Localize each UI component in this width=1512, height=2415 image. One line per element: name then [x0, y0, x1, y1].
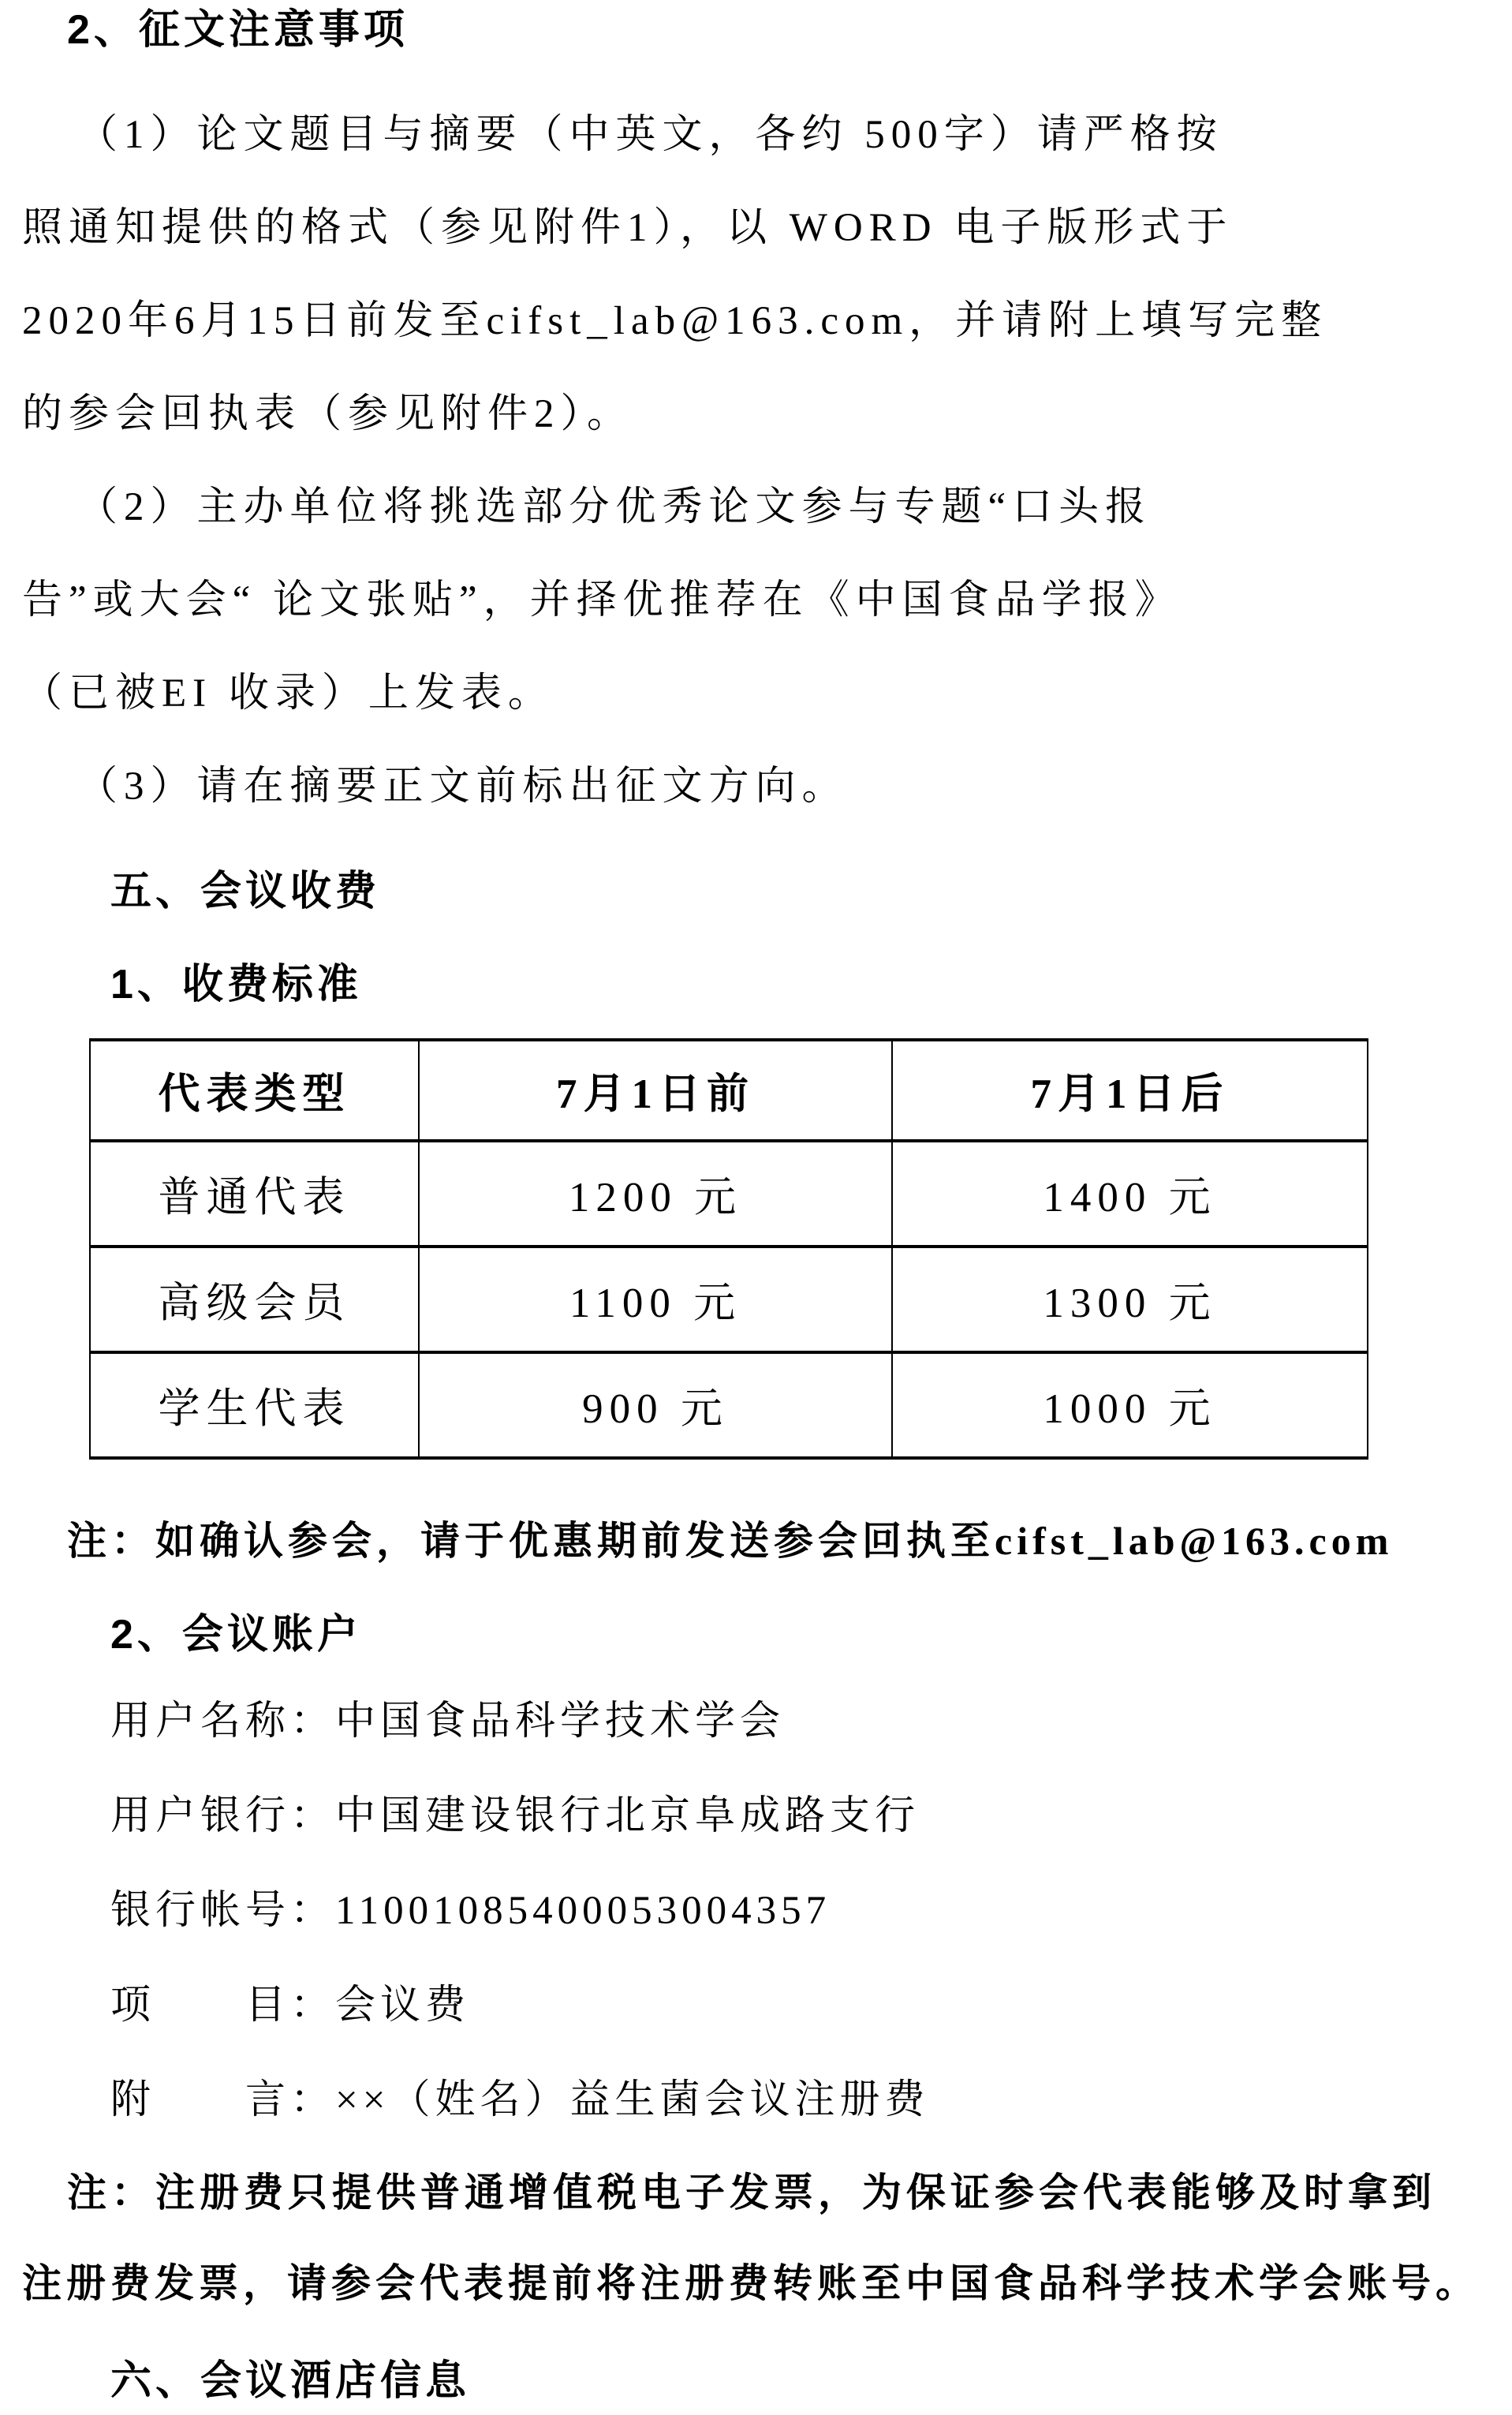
account-note-line: 注册费发票，请参会代表提前将注册费转账至中国食品科学技术学会账号。	[22, 2261, 1480, 2305]
fee-note: 注：如确认参会，请于优惠期前发送参会回执至cifst_lab@163.com	[67, 1519, 1394, 1563]
paragraph-line: 的参会回执表（参见附件2）。	[22, 392, 634, 436]
heading-conference-fees: 五、会议收费	[110, 869, 381, 914]
heading-fee-standard: 1、收费标准	[110, 962, 362, 1007]
fee-table-header-delegate-type: 代表类型	[90, 1040, 419, 1141]
fee-table-row-ordinary	[90, 1141, 1368, 1247]
table-cell: 普通代表	[90, 1141, 419, 1247]
table-cell: 1300 元	[892, 1247, 1368, 1352]
table-cell: 高级会员	[90, 1247, 419, 1352]
paragraph-line: 2020年6月15日前发至cifst_lab@163.com，并请附上填写完整	[22, 299, 1328, 343]
fee-table-header-row	[90, 1040, 1368, 1141]
fee-table-header-after-july1: 7月1日后	[892, 1040, 1368, 1141]
heading-hotel-info: 六、会议酒店信息	[110, 2358, 471, 2404]
account-info-block	[0, 1674, 1512, 2148]
table-cell: 900 元	[419, 1352, 892, 1458]
paragraph-submission-format	[22, 88, 1491, 461]
account-note-line: 注：注册费只提供普通增值税电子发票，为保证参会代表能够及时拿到	[67, 2170, 1436, 2215]
fee-table-header-before-july1: 7月1日前	[419, 1040, 892, 1141]
paragraph-topic-marking	[22, 740, 1491, 833]
fee-table	[89, 1038, 1368, 1460]
fee-table-row-senior	[90, 1247, 1368, 1352]
fee-table-row-student	[90, 1352, 1368, 1458]
heading-conference-account: 2、会议账户	[110, 1612, 362, 1658]
account-item-line: 项 目：会议费	[110, 1983, 471, 2028]
table-cell: 1400 元	[892, 1141, 1368, 1247]
account-memo-line: 附 言：××（姓名）益生菌会议注册费	[110, 2078, 930, 2122]
table-cell: 1000 元	[892, 1352, 1368, 1458]
account-bank-line: 用户银行：中国建设银行北京阜成路支行	[110, 1794, 920, 1838]
paragraph-line: （2）主办单位将挑选部分优秀论文参与专题“口头报	[77, 485, 1152, 529]
table-cell: 1200 元	[419, 1141, 892, 1247]
heading-submission-notes: 2、征文注意事项	[67, 7, 409, 53]
table-cell: 学生代表	[90, 1352, 419, 1458]
paragraph-line: 告”或大会“ 论文张贴”，并择优推荐在《中国食品学报》	[22, 578, 1182, 622]
account-number-line: 银行帐号：11001085400053004357	[110, 1889, 831, 1933]
table-cell: 1100 元	[419, 1247, 892, 1352]
paragraph-line: （1）论文题目与摘要（中英文，各约 500字）请严格按	[77, 113, 1223, 157]
paragraph-line: （已被EI 收录）上发表。	[22, 671, 554, 716]
paragraph-line: （3）请在摘要正文前标出征文方向。	[77, 765, 849, 809]
paragraph-paper-selection	[22, 461, 1491, 740]
paragraph-line: 照通知提供的格式（参见附件1），以 WORD 电子版形式于	[22, 206, 1234, 250]
account-name-line: 用户名称：中国食品科学技术学会	[110, 1699, 786, 1744]
